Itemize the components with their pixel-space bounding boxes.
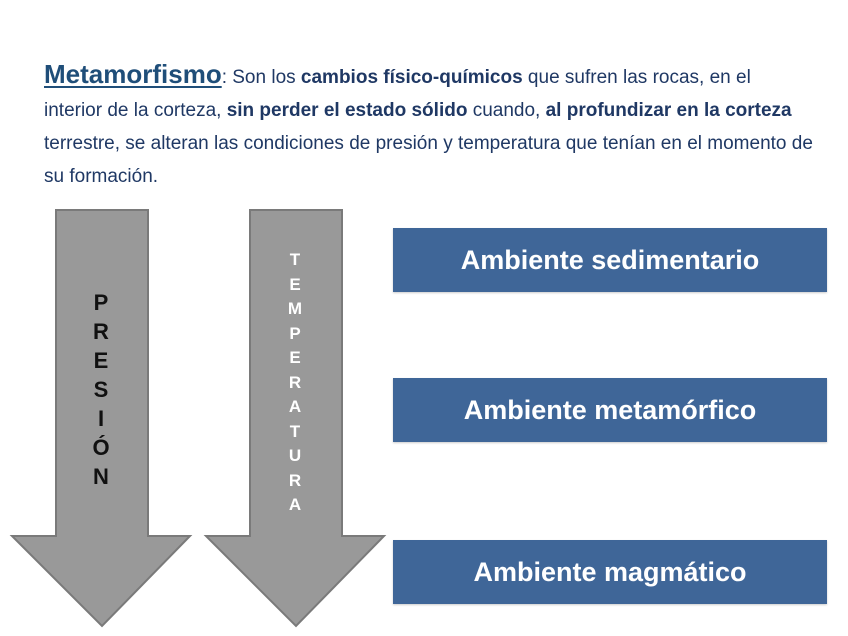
presion-letter: P: [93, 290, 109, 315]
definition-segment-bold: al profundizar en la corteza: [545, 100, 792, 121]
sedimentary-environment-box: Ambiente sedimentario: [393, 228, 827, 292]
temperatura-letter: E: [289, 348, 301, 367]
definition-segment-bold: cambios físico-químicos: [300, 67, 523, 88]
temperatura-letter: A: [288, 495, 302, 514]
temperatura-letter: T: [289, 421, 301, 441]
definition-title: Metamorfismo: [44, 59, 222, 89]
presion-letter: I: [97, 406, 105, 431]
magmatic-environment-box: Ambiente magmático: [393, 540, 827, 604]
presion-arrow: [8, 208, 194, 630]
temperatura-letter: R: [288, 470, 302, 490]
temperatura-letter: A: [288, 397, 302, 416]
temperatura-arrow: [202, 208, 388, 630]
definition-segment: terrestre, se alteran las condiciones de presión y temperatura que tenían en el momento de su formación.: [44, 133, 813, 187]
temperatura-letter: M: [287, 299, 303, 318]
temperatura-letter: U: [288, 446, 302, 465]
definition-segment-bold: sin perder el estado sólido: [226, 100, 468, 121]
definition-segment: cuando,: [467, 100, 546, 121]
temperatura-letter: E: [289, 274, 301, 294]
presion-letter: S: [93, 377, 109, 402]
presion-letter: Ó: [92, 435, 110, 460]
presion-letter: N: [93, 464, 109, 489]
metamorphic-environment-box: Ambiente metamórfico: [393, 378, 827, 442]
presion-label: [92, 288, 109, 491]
temperatura-letter: R: [288, 372, 302, 392]
definition-paragraph: [44, 58, 814, 193]
definition-segment: : Son los: [221, 67, 301, 88]
temperatura-label: [288, 248, 302, 518]
presion-letter: R: [93, 319, 109, 344]
temperatura-letter: T: [289, 250, 301, 269]
definition-segment: que sufren las rocas, en el interior de la corteza,: [44, 67, 751, 121]
temperatura-letter: P: [289, 323, 301, 343]
presion-letter: E: [93, 348, 109, 373]
